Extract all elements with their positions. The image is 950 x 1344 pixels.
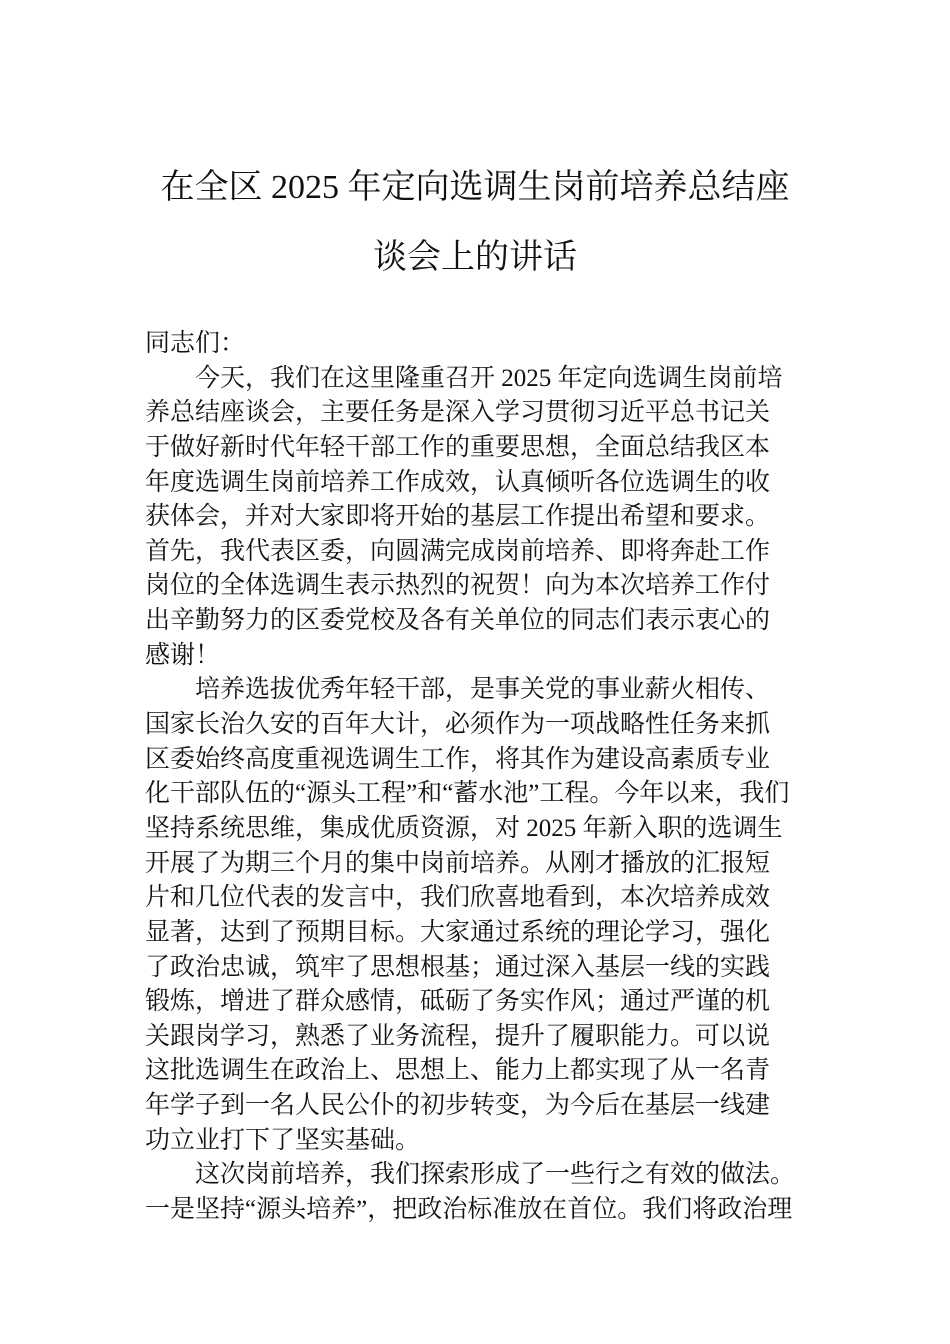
document-title-line-1: 在全区 2025 年定向选调生岗前培养总结座 xyxy=(160,169,790,206)
paragraph-line: 年学子到一名人民公仆的初步转变，为今后在基层一线建 xyxy=(145,1092,771,1120)
paragraph-line: 坚持系统思维，集成优质资源，对 2025 年新入职的选调生 xyxy=(145,814,783,842)
paragraph-line: 了政治忠诚，筑牢了思想根基；通过深入基层一线的实践 xyxy=(145,953,771,981)
paragraph-line: 化干部队伍的“源头工程”和“蓄水池”工程。今年以来，我们 xyxy=(145,780,790,808)
paragraph-line: 国家长治久安的百年大计，必须作为一项战略性任务来抓 xyxy=(145,711,771,739)
paragraph-line: 一是坚持“源头培养”，把政治标准放在首位。我们将政治理 xyxy=(145,1196,793,1224)
paragraph-line: 出辛勤努力的区委党校及各有关单位的同志们表示衷心的 xyxy=(145,607,771,635)
document-body xyxy=(145,327,825,1228)
paragraph-line: 今天，我们在这里隆重召开 2025 年定向选调生岗前培 xyxy=(195,364,783,392)
paragraph-line: 这批选调生在政治上、思想上、能力上都实现了从一名青 xyxy=(145,1057,771,1085)
paragraph-line: 岗位的全体选调生表示热烈的祝贺！向为本次培养工作付 xyxy=(145,572,771,600)
paragraph-line: 功立业打下了坚实基础。 xyxy=(145,1126,421,1154)
paragraph-line: 锻炼，增进了群众感情，砥砺了务实作风；通过严谨的机 xyxy=(145,988,771,1016)
document-title-line-2: 谈会上的讲话 xyxy=(373,239,577,276)
paragraph-line: 培养选拔优秀年轻干部，是事关党的事业薪火相传、 xyxy=(195,676,771,704)
paragraph-line: 开展了为期三个月的集中岗前培养。从刚才播放的汇报短 xyxy=(145,849,771,877)
paragraph-line: 片和几位代表的发言中，我们欣喜地看到，本次培养成效 xyxy=(145,884,771,912)
paragraph-line: 获体会，并对大家即将开始的基层工作提出希望和要求。 xyxy=(145,503,771,531)
paragraph-line: 年度选调生岗前培养工作成效，认真倾听各位选调生的收 xyxy=(145,468,771,496)
paragraph xyxy=(145,673,825,1158)
paragraph-line: 关跟岗学习，熟悉了业务流程，提升了履职能力。可以说 xyxy=(145,1022,771,1050)
paragraph xyxy=(145,1158,825,1227)
paragraph-line: 这次岗前培养，我们探索形成了一些行之有效的做法。 xyxy=(195,1161,796,1189)
paragraph-line: 显著，达到了预期目标。大家通过系统的理论学习，强化 xyxy=(145,918,771,946)
paragraph-line: 于做好新时代年轻干部工作的重要思想，全面总结我区本 xyxy=(145,433,771,461)
paragraph-line: 养总结座谈会，主要任务是深入学习贯彻习近平总书记关 xyxy=(145,399,771,427)
paragraph-line: 区委始终高度重视选调生工作，将其作为建设高素质专业 xyxy=(145,745,771,773)
paragraph-line: 感谢！ xyxy=(145,641,221,669)
paragraph xyxy=(145,362,825,674)
paragraph-line: 首先，我代表区委，向圆满完成岗前培养、即将奔赴工作 xyxy=(145,537,771,565)
salutation: 同志们： xyxy=(145,330,246,357)
